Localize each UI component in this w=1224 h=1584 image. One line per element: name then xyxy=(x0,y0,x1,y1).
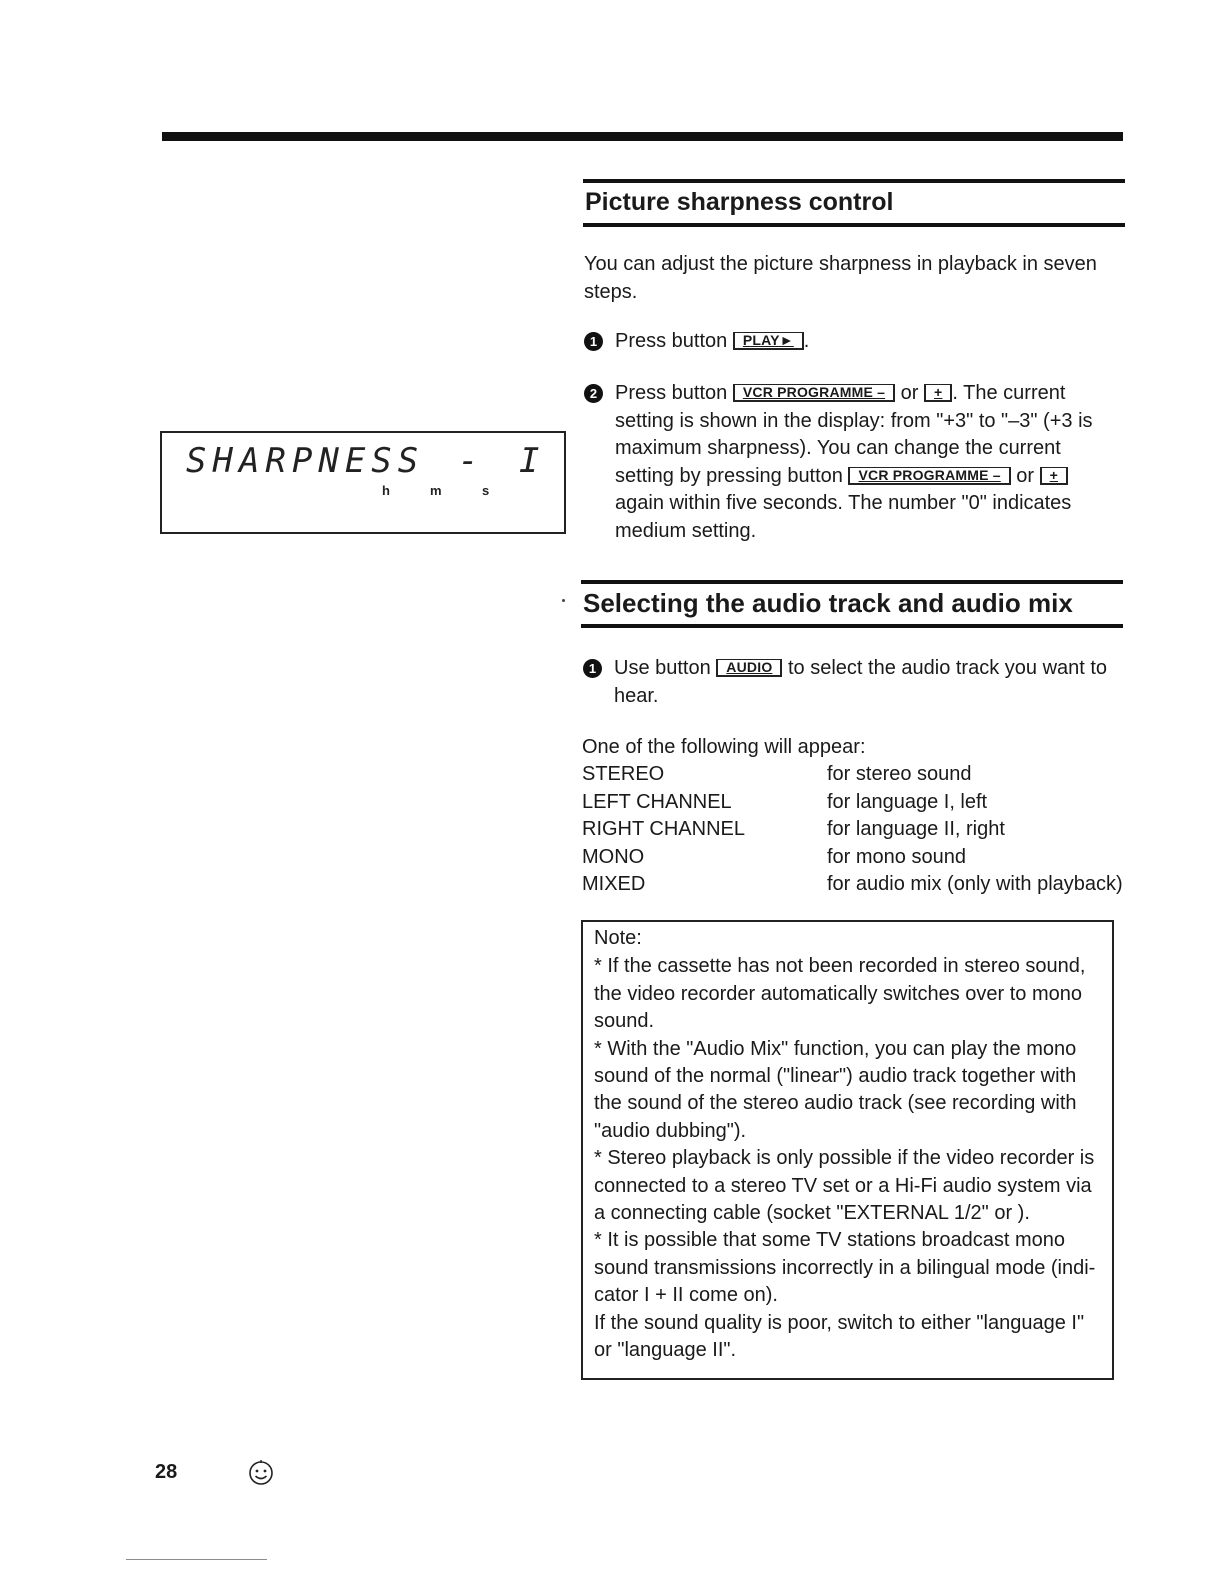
step-1-text: Press button xyxy=(615,330,728,352)
step-2-display-text: . The current setting is shown in the display: from "+3" to "–3" (+3 is maximum sharpness). xyxy=(615,382,1093,459)
step-2-change-text: You can change the current setting by pressing button xyxy=(615,437,1061,487)
note-line-5: If the sound quality is poor, switch to either "language I" or "language II". xyxy=(594,1311,1085,1362)
sharpness-intro: You can adjust the picture sharpness in playback in seven steps. xyxy=(584,253,1097,303)
audio-mode-list xyxy=(582,761,1123,899)
mode-desc: for stereo sound xyxy=(827,763,972,785)
list-item xyxy=(582,816,1123,844)
note-box xyxy=(581,920,1114,1380)
step-2-medium-text: again within five seconds. The number "0" indicates medium setting. xyxy=(615,492,1072,542)
section-title-audio: Selecting the audio track and audio mix xyxy=(581,580,1123,628)
list-item xyxy=(582,761,1123,789)
play-key: PLAY► xyxy=(733,332,804,350)
vcr-programme-minus-key-2: VCR PROGRAMME – xyxy=(848,467,1010,485)
step-number-1: 1 xyxy=(584,332,603,351)
audio-step-end: to select the audio track you want to hear. xyxy=(614,657,1108,707)
mode-desc: for mono sound xyxy=(827,845,966,868)
audio-step-text: Use button xyxy=(614,657,711,679)
mode-name: LEFT CHANNEL xyxy=(582,790,732,813)
vcr-display-illustration xyxy=(160,431,566,534)
section-title-sharpness: Picture sharpness control xyxy=(583,179,1125,227)
list-item xyxy=(582,871,1123,899)
list-item xyxy=(582,789,1123,817)
step-number-2: 2 xyxy=(584,384,603,403)
plus-key-2: + xyxy=(1040,467,1068,485)
smiley-logo-icon xyxy=(246,1458,276,1488)
step-2-or-2: or xyxy=(1016,464,1035,487)
vcr-programme-minus-key: VCR PROGRAMME – xyxy=(733,384,895,402)
scan-dot xyxy=(562,599,565,602)
sharpness-step-2 xyxy=(589,380,1120,545)
note-label: Note: xyxy=(594,927,642,949)
page-number: 28 xyxy=(155,1461,178,1483)
mode-name: MONO xyxy=(582,845,645,868)
audio-key: AUDIO xyxy=(716,659,782,677)
mode-desc: for language I, left xyxy=(827,790,988,813)
note-line-3: * Stereo playback is only possible if the video recorder is connected to a stereo TV set or a Hi-Fi audio system via a connecting cable (socket "EXTERNAL 1/2" or ). xyxy=(594,1147,1095,1225)
plus-key: + xyxy=(924,384,952,402)
step-1-end: . xyxy=(803,330,810,352)
display-unit-s: s xyxy=(482,483,490,498)
mode-desc: for audio mix (only with playback) xyxy=(827,873,1123,895)
audio-step-number-1: 1 xyxy=(583,659,602,678)
sharpness-step-1 xyxy=(589,328,1120,356)
audio-list-intro: One of the following will appear: xyxy=(582,736,866,758)
note-line-1: * If the cassette has not been recorded in stereo sound, the video recorder automatically switches over to mono sound. xyxy=(594,955,1086,1033)
display-unit-h: h xyxy=(382,483,390,498)
note-line-4: * It is possible that some TV stations broadcast mono sound transmissions incorrectly in a bilingual mode (indi-cator I + II come on). xyxy=(594,1229,1096,1307)
mode-name: RIGHT CHANNEL xyxy=(582,818,745,840)
scan-artifact-line xyxy=(126,1559,267,1560)
display-value: - I xyxy=(458,441,550,481)
display-unit-m: m xyxy=(430,483,442,498)
mode-name: STEREO xyxy=(582,763,665,785)
step-2-or: or xyxy=(900,382,919,404)
step-2-text: Press button xyxy=(615,382,728,404)
audio-step-1 xyxy=(588,655,1124,710)
mode-name: MIXED xyxy=(582,873,646,895)
display-text: SHARPNESS xyxy=(186,441,425,481)
mode-desc: for language II, right xyxy=(827,818,1005,840)
list-item xyxy=(582,844,1123,872)
top-rule xyxy=(162,132,1123,141)
note-line-2: * With the "Audio Mix" function, you can play the mono sound of the normal ("linear") audio track together with the sound of the stereo audio track (see recording with "audio dubbing"). xyxy=(594,1037,1077,1142)
